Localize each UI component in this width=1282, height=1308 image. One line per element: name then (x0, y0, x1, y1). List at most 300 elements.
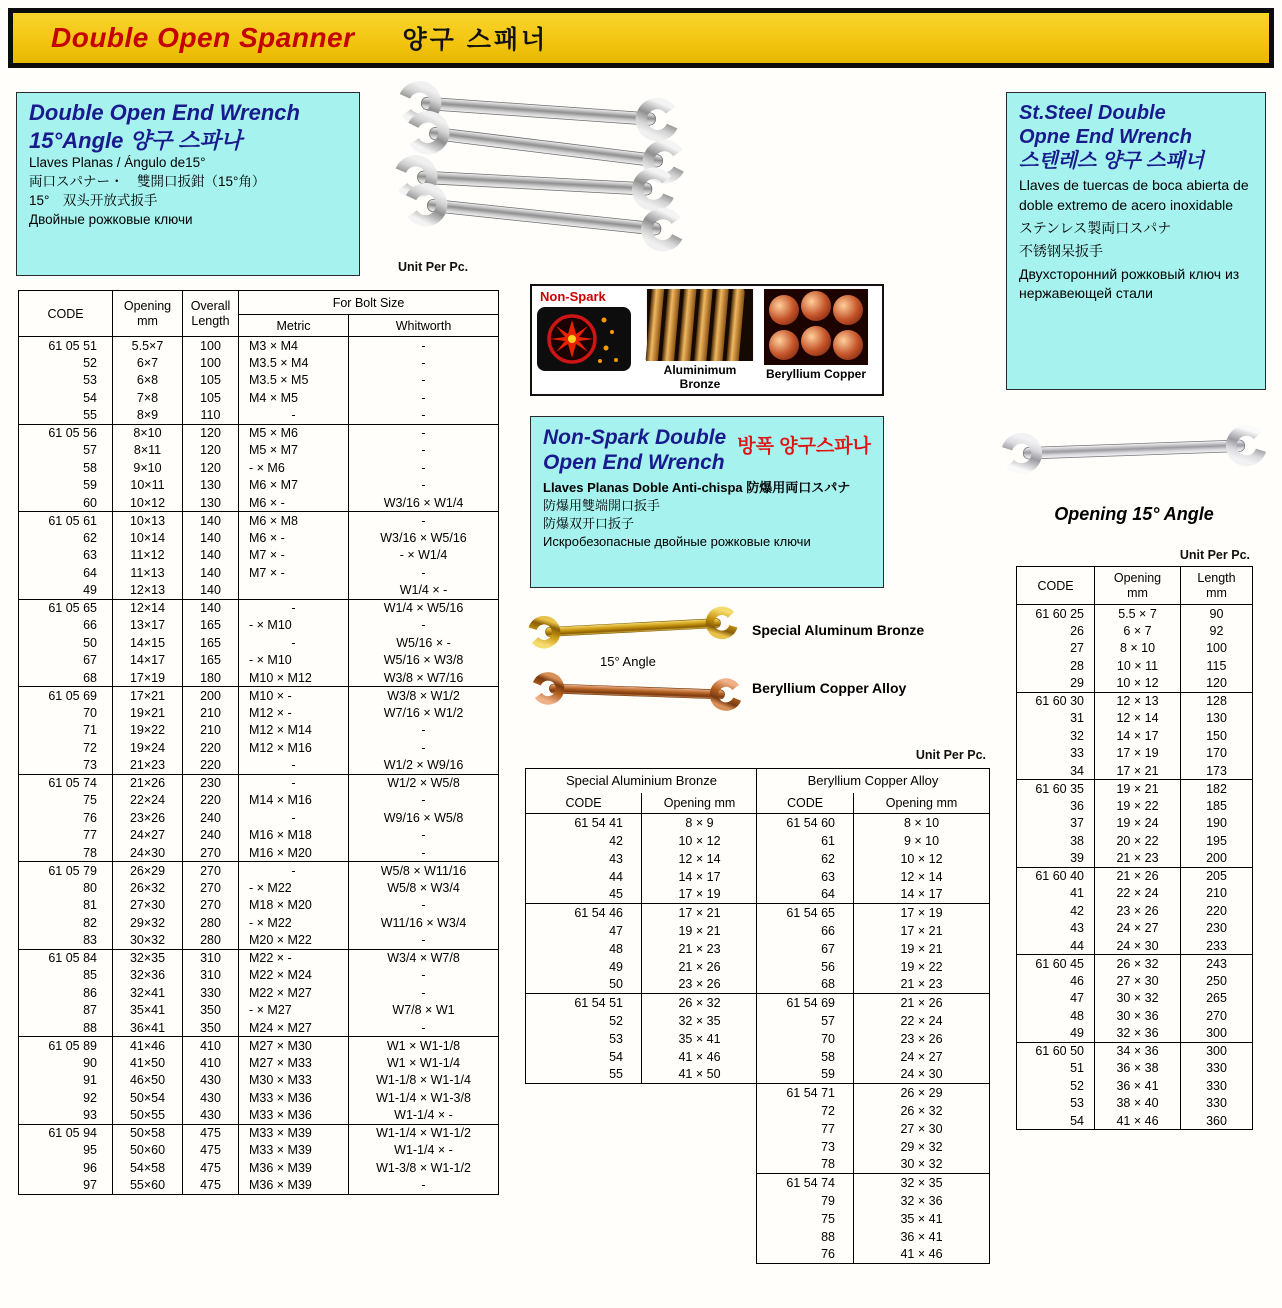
table-cell: 36 × 41 (1095, 1077, 1181, 1095)
table-cell: 61 05 94 (19, 1124, 113, 1142)
table-row (19, 1019, 499, 1037)
table-row (19, 1107, 499, 1125)
table-cell: 61 05 65 (19, 599, 113, 617)
table-cell: 29 × 32 (854, 1138, 990, 1156)
table-cell: 32 × 36 (854, 1192, 990, 1210)
table-row (19, 844, 499, 862)
table-cell: 30 × 36 (1095, 1007, 1181, 1025)
table-cell: 32 × 35 (642, 1012, 758, 1030)
table-cell: 410 (183, 1037, 239, 1055)
table-cell: 17 × 19 (1095, 745, 1181, 763)
table-row (526, 940, 758, 958)
table-row (19, 407, 499, 425)
table-cell: 23 × 26 (642, 976, 758, 994)
table-row (757, 940, 990, 958)
table-cell: 24×30 (113, 844, 183, 862)
table-cell: M33 × M36 (239, 1089, 349, 1107)
table-cell: 61 05 74 (19, 774, 113, 792)
table-row (19, 967, 499, 985)
st-title-line3: 스텐레스 양구 스패너 (1019, 150, 1204, 172)
table-row (19, 687, 499, 705)
table-row (1017, 622, 1253, 640)
table-cell: 54 (1017, 1112, 1095, 1130)
table-cell: - (239, 862, 349, 880)
table-group (1017, 780, 1253, 868)
table-cell: 120 (183, 442, 239, 460)
table-cell: 61 54 41 (526, 814, 642, 832)
table-cell: W5/16 × - (349, 634, 499, 652)
table-row (526, 886, 758, 904)
table-cell: 72 (19, 739, 113, 757)
table-cell: W1/2 × W9/16 (349, 757, 499, 775)
table-cell: 61 54 71 (757, 1084, 854, 1102)
table-cell: 28 (1017, 657, 1095, 675)
table-cell: 220 (183, 739, 239, 757)
table-cell: 100 (1181, 640, 1253, 658)
table-cell: M16 × M20 (239, 844, 349, 862)
table-row (1017, 745, 1253, 763)
table-row (757, 922, 990, 940)
table-cell: - × M22 (239, 914, 349, 932)
table-row (757, 886, 990, 904)
table-row (1017, 867, 1253, 885)
ns-title-korean: 방폭 양구스파나 (737, 436, 871, 457)
table-cell: 96 (19, 1159, 113, 1177)
table-row (1017, 1095, 1253, 1113)
table-cell: 61 05 89 (19, 1037, 113, 1055)
table-row (757, 1066, 990, 1084)
table-group (19, 949, 499, 1037)
table-row (19, 634, 499, 652)
st-line-ru: Двухсторонний рожковый ключ из нержавеющей стали (1019, 265, 1240, 302)
table-cell: 35 × 41 (854, 1210, 990, 1228)
table-cell: 76 (19, 809, 113, 827)
table-cell: W9/16 × W5/8 (349, 809, 499, 827)
table-row (19, 932, 499, 950)
table-cell: W1 × W1-1/8 (349, 1037, 499, 1055)
table-row (19, 669, 499, 687)
ns-line-ru: Искробезопасные двойные рожковые ключи (543, 534, 811, 550)
table-group (1017, 605, 1253, 693)
table-row (1017, 1060, 1253, 1078)
table-cell: W1-1/8 × W1-1/4 (349, 1072, 499, 1090)
table-cell: 68 (19, 669, 113, 687)
table-cell: 55×60 (113, 1177, 183, 1195)
table-cell: 59 (757, 1066, 854, 1084)
table-cell: 190 (1181, 815, 1253, 833)
table-cell: 38 × 40 (1095, 1095, 1181, 1113)
table-cell: 105 (183, 389, 239, 407)
table-row (19, 652, 499, 670)
beryllium-copper-image (764, 289, 868, 365)
table-row (757, 868, 990, 886)
table-cell: 52 (19, 354, 113, 372)
table-row (19, 827, 499, 845)
col-header-whitworth: Whitworth (349, 315, 499, 337)
table-cell: M33 × M39 (239, 1142, 349, 1160)
table-cell: 61 05 51 (19, 337, 113, 355)
table-cell: 45 (526, 886, 642, 904)
table-cell: W5/8 × W3/4 (349, 879, 499, 897)
table-cell: 19×22 (113, 722, 183, 740)
page-title-ko: 양구 스패너 (402, 26, 549, 54)
table-cell: 41 (1017, 885, 1095, 903)
table-cell: 71 (19, 722, 113, 740)
table-cell: 430 (183, 1107, 239, 1125)
st-title-line1: St.Steel Double (1019, 102, 1166, 124)
table-cell: W1-1/4 × W1-3/8 (349, 1089, 499, 1107)
table-cell: W3/8 × W1/2 (349, 687, 499, 705)
info-box-stainless-wrench (1006, 92, 1266, 390)
table-cell: M7 × - (239, 547, 349, 565)
col-header-metric: Metric (239, 315, 349, 337)
main-table-header (19, 291, 499, 337)
table-cell: 19×24 (113, 739, 183, 757)
table-cell: 73 (757, 1138, 854, 1156)
table-cell: 130 (183, 477, 239, 495)
table-cell: 19 × 21 (1095, 780, 1181, 798)
table-cell: 173 (1181, 762, 1253, 780)
stainless-spec-table (1016, 566, 1253, 1130)
table-row (19, 494, 499, 512)
beryllium-copper-wrench-image (531, 668, 743, 715)
table-cell: 19 × 24 (1095, 815, 1181, 833)
page-title-en: Double Open Spanner (51, 22, 355, 53)
table-cell: 64 (757, 886, 854, 904)
table-cell: W1/4 × W5/16 (349, 599, 499, 617)
table-row (1017, 1112, 1253, 1130)
table-cell: 41 × 50 (642, 1066, 758, 1084)
table-cell: 26 × 32 (854, 1102, 990, 1120)
table-cell: 210 (1181, 885, 1253, 903)
table-cell: 14×15 (113, 634, 183, 652)
table-row (526, 868, 758, 886)
table-cell: - (349, 512, 499, 530)
table-cell: 24 × 27 (1095, 920, 1181, 938)
table-cell: 48 (526, 940, 642, 958)
table-cell: 165 (183, 652, 239, 670)
table-cell: W11/16 × W3/4 (349, 914, 499, 932)
table-cell: 475 (183, 1159, 239, 1177)
table-cell: 61 60 30 (1017, 692, 1095, 710)
table-cell: - × M10 (239, 617, 349, 635)
table-cell: 23×26 (113, 809, 183, 827)
table-cell: 54×58 (113, 1159, 183, 1177)
info-title-line2: 15°Angle 양구 스파나 (29, 127, 242, 153)
info-line-es: Llaves Planas / Ángulo de15° (29, 155, 206, 170)
table-cell: M36 × M39 (239, 1177, 349, 1195)
table-cell: 34 (1017, 762, 1095, 780)
table-cell: 49 (19, 582, 113, 600)
table-cell: 78 (19, 844, 113, 862)
table-cell: 10 × 12 (642, 832, 758, 850)
table-cell: M18 × M20 (239, 897, 349, 915)
table-row (757, 1102, 990, 1120)
table-cell: 330 (1181, 1095, 1253, 1113)
table-cell (239, 582, 349, 600)
nonspark-label: Non-Spark (540, 289, 606, 304)
table-cell: W1-3/8 × W1-1/2 (349, 1159, 499, 1177)
table-cell: 62 (19, 529, 113, 547)
table-cell: 12 × 13 (1095, 692, 1181, 710)
table-cell: 30 × 32 (854, 1156, 990, 1174)
info-box-double-open-wrench (16, 92, 360, 276)
table-cell: 26 × 32 (642, 994, 758, 1012)
table-cell: 32×41 (113, 984, 183, 1002)
table-row (1017, 937, 1253, 955)
table-cell: W3/8 × W7/16 (349, 669, 499, 687)
table-cell: M6 × M8 (239, 512, 349, 530)
table-cell: W1/4 × - (349, 582, 499, 600)
table-cell: 55 (526, 1066, 642, 1084)
table-cell: 29 (1017, 675, 1095, 693)
table-cell: 11×13 (113, 564, 183, 582)
table-cell: 73 (19, 757, 113, 775)
table-cell: M22 × M27 (239, 984, 349, 1002)
table-group (757, 1174, 990, 1264)
table-cell: 41 × 46 (1095, 1112, 1181, 1130)
table-group (757, 1084, 990, 1174)
table-cell: 44 (1017, 937, 1095, 955)
table-row (1017, 955, 1253, 973)
table-cell: M3.5 × M5 (239, 372, 349, 390)
table-cell: 19×21 (113, 704, 183, 722)
beryllium-copper-alloy-label: Beryllium Copper Alloy (752, 680, 907, 696)
table-row (757, 1120, 990, 1138)
table-cell: 24×27 (113, 827, 183, 845)
table-cell: 200 (1181, 850, 1253, 868)
mid-right-header (757, 769, 990, 814)
table-cell: 50×58 (113, 1124, 183, 1142)
table-cell: 13×17 (113, 617, 183, 635)
table-cell: 53 (1017, 1095, 1095, 1113)
table-row (1017, 692, 1253, 710)
table-cell: 280 (183, 914, 239, 932)
table-cell: 85 (19, 967, 113, 985)
table-cell: 53 (19, 372, 113, 390)
table-cell: - × M10 (239, 652, 349, 670)
table-cell: 47 (526, 922, 642, 940)
table-cell: 59 (19, 477, 113, 495)
table-row (526, 814, 758, 832)
table-cell: 21 × 26 (1095, 867, 1181, 885)
table-cell: 50×55 (113, 1107, 183, 1125)
table-cell: 6×8 (113, 372, 183, 390)
table-cell: 26 (1017, 622, 1095, 640)
table-cell: 64 (19, 564, 113, 582)
table-row (1017, 1077, 1253, 1095)
right-table-header (1017, 567, 1253, 605)
table-cell: M22 × M24 (239, 967, 349, 985)
table-cell: 360 (1181, 1112, 1253, 1130)
table-row (526, 1066, 758, 1084)
table-cell: M6 × M7 (239, 477, 349, 495)
table-row (19, 1072, 499, 1090)
table-row (19, 722, 499, 740)
table-cell: - (349, 827, 499, 845)
table-cell: 68 (757, 976, 854, 994)
table-cell: 20 × 22 (1095, 832, 1181, 850)
table-cell: 95 (19, 1142, 113, 1160)
table-row (757, 1012, 990, 1030)
table-row (1017, 920, 1253, 938)
table-cell: 27×30 (113, 897, 183, 915)
table-row (19, 1124, 499, 1142)
table-cell: - (349, 897, 499, 915)
table-row (19, 1177, 499, 1195)
table-cell: 185 (1181, 797, 1253, 815)
nonspark-symbol-column (536, 289, 636, 391)
ns-line-zh2: 防爆双开口扳子 (543, 516, 635, 532)
table-cell: 82 (19, 914, 113, 932)
table-cell: 22×24 (113, 792, 183, 810)
table-cell: - (349, 932, 499, 950)
beryllium-copper-column (764, 289, 868, 391)
table-cell: - (349, 984, 499, 1002)
table-cell: 233 (1181, 937, 1253, 955)
table-cell: - (239, 809, 349, 827)
table-cell: 17 × 21 (854, 922, 990, 940)
table-cell: 88 (757, 1228, 854, 1246)
info-box-nonspark-wrench (530, 416, 884, 588)
table-group (757, 814, 990, 904)
table-cell: 92 (1181, 622, 1253, 640)
table-row (1017, 1042, 1253, 1060)
table-group (19, 687, 499, 775)
table-row (19, 897, 499, 915)
table-cell: 61 54 74 (757, 1174, 854, 1192)
table-cell: 210 (183, 722, 239, 740)
table-row (19, 984, 499, 1002)
table-cell: 66 (757, 922, 854, 940)
table-cell: 9 × 10 (854, 832, 990, 850)
table-cell: 53 (526, 1030, 642, 1048)
table-row (1017, 727, 1253, 745)
table-row (526, 1030, 758, 1048)
table-cell: 220 (183, 757, 239, 775)
table-row (1017, 1025, 1253, 1043)
table-row (19, 774, 499, 792)
table-cell: M10 × - (239, 687, 349, 705)
table-cell: W3/16 × W5/16 (349, 529, 499, 547)
ns-title-line2: Open End Wrench (543, 451, 725, 475)
col-header-bolt-size: For Bolt Size (239, 291, 499, 315)
table-row (19, 879, 499, 897)
table-group (1017, 955, 1253, 1043)
table-cell: - (239, 774, 349, 792)
table-cell: 93 (19, 1107, 113, 1125)
table-cell: 52 (1017, 1077, 1095, 1095)
table-row (1017, 990, 1253, 1008)
table-cell: 21 × 23 (854, 976, 990, 994)
table-row (526, 922, 758, 940)
st-line-es: Llaves de tuercas de boca abierta de doble extremo de acero inoxidable (1019, 177, 1249, 213)
table-cell: 48 (1017, 1007, 1095, 1025)
table-cell: 33 (1017, 745, 1095, 763)
table-cell: 8 × 9 (642, 814, 758, 832)
table-cell: 61 60 45 (1017, 955, 1095, 973)
col-header-length: Length mm (1181, 567, 1253, 605)
table-cell: 61 05 69 (19, 687, 113, 705)
table-cell: 205 (1181, 867, 1253, 885)
table-cell: M33 × M39 (239, 1124, 349, 1142)
table-cell: 70 (757, 1030, 854, 1048)
table-cell: - (349, 442, 499, 460)
table-cell: - (349, 564, 499, 582)
table-row (1017, 762, 1253, 780)
table-cell: 240 (183, 827, 239, 845)
table-cell: M12 × - (239, 704, 349, 722)
table-row (19, 354, 499, 372)
table-cell: 61 60 25 (1017, 605, 1095, 623)
table-cell: 79 (757, 1192, 854, 1210)
table-cell: 61 05 84 (19, 949, 113, 967)
table-cell: 140 (183, 529, 239, 547)
table-cell: 17 × 21 (642, 904, 758, 922)
table-cell: 55 (19, 407, 113, 425)
table-cell: 32×35 (113, 949, 183, 967)
table-cell: 35 × 41 (642, 1030, 758, 1048)
table-cell: - (239, 407, 349, 425)
table-cell: 270 (183, 862, 239, 880)
table-cell: 32×36 (113, 967, 183, 985)
table-cell: 24 × 30 (854, 1066, 990, 1084)
table-cell: 250 (1181, 972, 1253, 990)
table-cell: 8 × 10 (1095, 640, 1181, 658)
table-cell: 50×60 (113, 1142, 183, 1160)
table-row (19, 337, 499, 355)
table-cell: M4 × M5 (239, 389, 349, 407)
table-cell: 270 (183, 844, 239, 862)
table-cell: 140 (183, 599, 239, 617)
table-cell: 41×50 (113, 1054, 183, 1072)
table-cell: 350 (183, 1019, 239, 1037)
table-cell: 22 × 24 (1095, 885, 1181, 903)
table-cell: 220 (1181, 902, 1253, 920)
table-cell: 43 (1017, 920, 1095, 938)
table-cell: 130 (1181, 710, 1253, 728)
st-title-line2: Opne End Wrench (1019, 126, 1192, 148)
table-cell: 61 05 56 (19, 424, 113, 442)
table-row (19, 949, 499, 967)
info-line-ja: 両口スパナー・ 雙開口扳鉗（15°角） (29, 173, 266, 189)
table-cell: 330 (1181, 1077, 1253, 1095)
table-row (19, 1089, 499, 1107)
col-header-code: CODE (1017, 567, 1095, 605)
aluminium-bronze-image (644, 289, 756, 361)
table-cell: 36 × 38 (1095, 1060, 1181, 1078)
table-cell: M3 × M4 (239, 337, 349, 355)
table-cell: 300 (1181, 1025, 1253, 1043)
table-cell: 10 × 12 (854, 850, 990, 868)
nonspark-image-box (530, 284, 884, 396)
info-title-line1: Double Open End Wrench (29, 100, 300, 125)
table-cell: 58 (19, 459, 113, 477)
table-row (19, 1002, 499, 1020)
table-cell: 22 × 24 (854, 1012, 990, 1030)
col-header-code: CODE (19, 291, 113, 337)
page-header (8, 8, 1274, 68)
table-cell: - (349, 354, 499, 372)
table-cell: - (349, 372, 499, 390)
table-cell: 10 × 11 (1095, 657, 1181, 675)
table-cell: 10 × 12 (1095, 675, 1181, 693)
table-row (757, 1228, 990, 1246)
table-group (19, 424, 499, 512)
table-group (19, 774, 499, 862)
table-cell: 430 (183, 1072, 239, 1090)
table-cell: 128 (1181, 692, 1253, 710)
